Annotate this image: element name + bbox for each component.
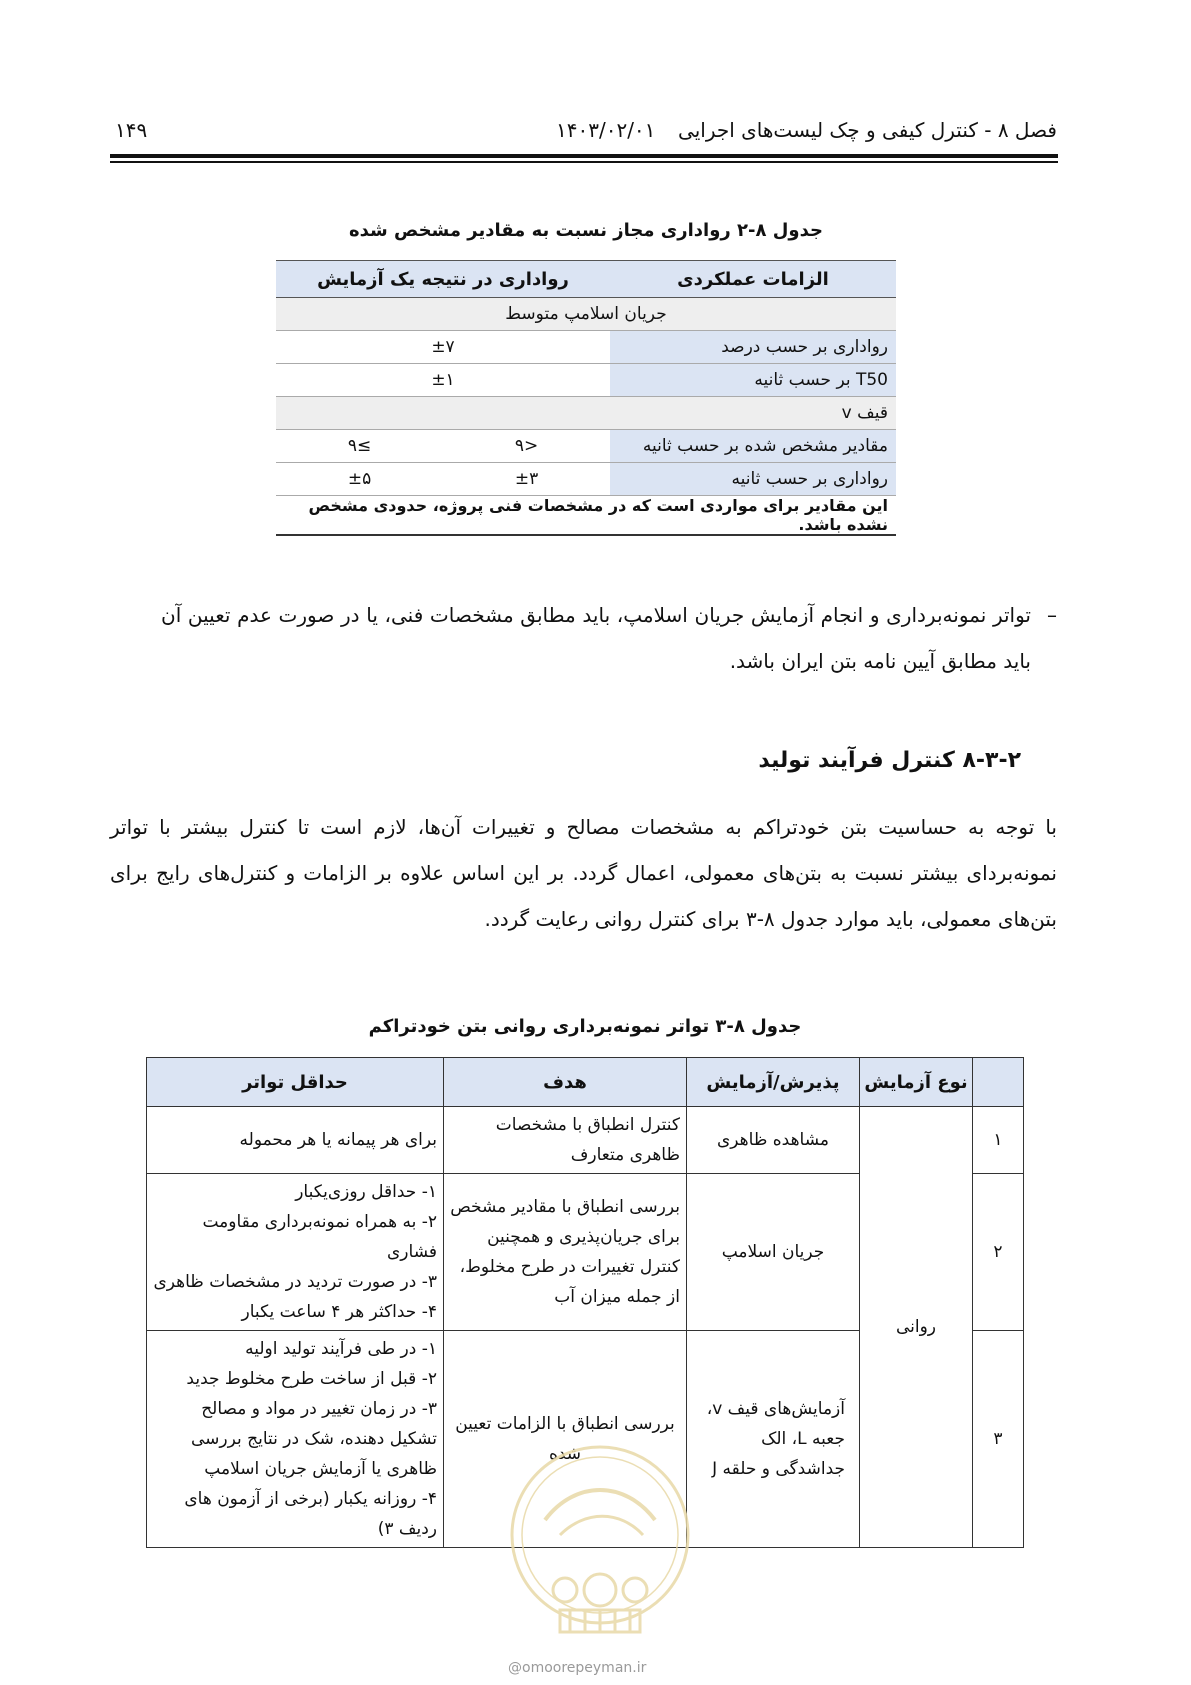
header-test-type: نوع آزمایش: [860, 1058, 973, 1107]
frequency-item: ۳- در زمان تغییر در مواد و مصالح تشکیل دهنده، شک در نتایج بررسی ظاهری یا آزمایش جریان اسلامپ: [190, 1399, 437, 1479]
watermark-site: @omoorepeyman.ir: [508, 1660, 647, 1676]
table-note-row: [276, 496, 896, 536]
table2-caption: جدول ۸-۳ تواتر نمونه‌برداری روانی بتن خودتراکم: [368, 1016, 802, 1037]
frequency-cell: [147, 1174, 444, 1331]
group-row: [276, 298, 896, 331]
goal-cell: بررسی انطباق با الزامات تعیین شده: [444, 1331, 687, 1548]
bullet-paragraph: تواتر نمونه‌برداری و انجام آزمایش جریان اسلامپ، باید مطابق مشخصات فنی، یا در صورت عدم تعیین آن باید مطابق آیین نامه بتن ایران باشد.: [161, 603, 1031, 673]
group-row: [276, 397, 896, 430]
header-rule-thick: [110, 154, 1058, 158]
table-row: [276, 430, 896, 463]
tolerance-table: [276, 260, 896, 536]
table-row: [276, 463, 896, 496]
frequency-item: ۴- حداکثر هر ۴ ساعت یکبار: [241, 1302, 437, 1322]
page-number: ۱۴۹: [115, 118, 148, 142]
table1-caption: جدول ۸-۲ رواداری مجاز نسبت به مقادیر مشخص شده: [349, 220, 823, 241]
frequency-item: برای هر پیمانه یا هر محموله: [239, 1130, 437, 1150]
acceptance-cell: جریان اسلامپ: [687, 1174, 860, 1331]
row-number: ۲: [973, 1174, 1024, 1331]
row-label: T50 بر حسب ثانیه: [610, 364, 896, 397]
table-row: [276, 364, 896, 397]
group-slump-flow: جریان اسلامپ متوسط: [276, 298, 896, 331]
acceptance-cell: آزمایش‌های قیف v، جعبه L، الک جداشدگی و حلقه J: [687, 1331, 860, 1548]
row-value-a: ±۳: [443, 463, 610, 496]
goal-cell: بررسی انطباق با مقادیر مشخص برای جریان‌پذیری و همچنین کنترل تغییرات در طرح مخلوط، از جمله میزان آب: [444, 1174, 687, 1331]
goal-cell: کنترل انطباق با مشخصات ظاهری متعارف: [444, 1107, 687, 1174]
row-value: ±۷: [276, 331, 610, 364]
frequency-item: ۲- قبل از ساخت طرح مخلوط جدید: [186, 1369, 437, 1389]
test-type-cell: روانی: [860, 1107, 973, 1548]
table-row: [276, 331, 896, 364]
frequency-cell: [147, 1331, 444, 1548]
table-row: [147, 1107, 1024, 1174]
table-header-row: [147, 1058, 1024, 1107]
frequency-item: ۲- به همراه نمونه‌برداری مقاومت فشاری: [202, 1212, 437, 1262]
header-num: [973, 1058, 1024, 1107]
table-header-row: [276, 261, 896, 298]
row-label: رواداری بر حسب ثانیه: [610, 463, 896, 496]
row-value-b: ≥۹: [276, 430, 443, 463]
frequency-item: ۱- حداقل روزی‌یکبار: [295, 1182, 437, 1202]
header-acceptance: پذیرش/آزمایش: [687, 1058, 860, 1107]
row-number: ۱: [973, 1107, 1024, 1174]
running-header-date: ۱۴۰۳/۰۲/۰۱: [556, 118, 656, 142]
table-note: این مقادیر برای مواردی است که در مشخصات فنی پروژه، حدودی مشخص نشده باشد.: [276, 496, 896, 536]
frequency-cell: [147, 1107, 444, 1174]
running-header-title: فصل ۸ - کنترل کیفی و چک لیست‌های اجرایی: [678, 118, 1057, 142]
header-min-frequency: حداقل تواتر: [147, 1058, 444, 1107]
header-goal: هدف: [444, 1058, 687, 1107]
watermark-seal-logo: [505, 1440, 695, 1650]
header-performance: الزامات عملکردی: [610, 261, 896, 298]
row-value-a: <۹: [443, 430, 610, 463]
section-paragraph: با توجه به حساسیت بتن خودتراکم به مشخصات مصالح و تغییرات آن‌ها، لازم است تا کنترل بیشتر با تواتر نمونه‌بردای بیشتر نسبت به بتن‌های معمولی، اعمال گردد. بر این اساس علاوه بر الزامات و کنترل‌های رایج برای بتن‌های معمولی، باید موارد جدول ۸-۳ برای کنترل روانی رعایت گردد.: [110, 815, 1057, 931]
header-tolerance: رواداری در نتیجه یک آزمایش: [276, 261, 610, 298]
group-v-funnel: قیف v: [276, 397, 896, 430]
row-label: رواداری بر حسب درصد: [610, 331, 896, 364]
row-number: ۳: [973, 1331, 1024, 1548]
header-rule-thin: [110, 161, 1058, 163]
frequency-item: ۱- در طی فرآیند تولید اولیه: [245, 1339, 437, 1359]
row-value: ±۱: [276, 364, 610, 397]
row-value-b: ±۵: [276, 463, 443, 496]
frequency-item: ۳- در صورت تردید در مشخصات ظاهری: [153, 1272, 437, 1292]
bullet-dash: –: [1047, 603, 1057, 627]
row-label: مقادیر مشخص شده بر حسب ثانیه: [610, 430, 896, 463]
section-heading: ۸-۳-۲ کنترل فرآیند تولید: [758, 748, 1021, 773]
acceptance-cell: مشاهده ظاهری: [687, 1107, 860, 1174]
frequency-item: ۴- روزانه یکبار (برخی از آزمون های ردیف ۳): [184, 1489, 437, 1539]
